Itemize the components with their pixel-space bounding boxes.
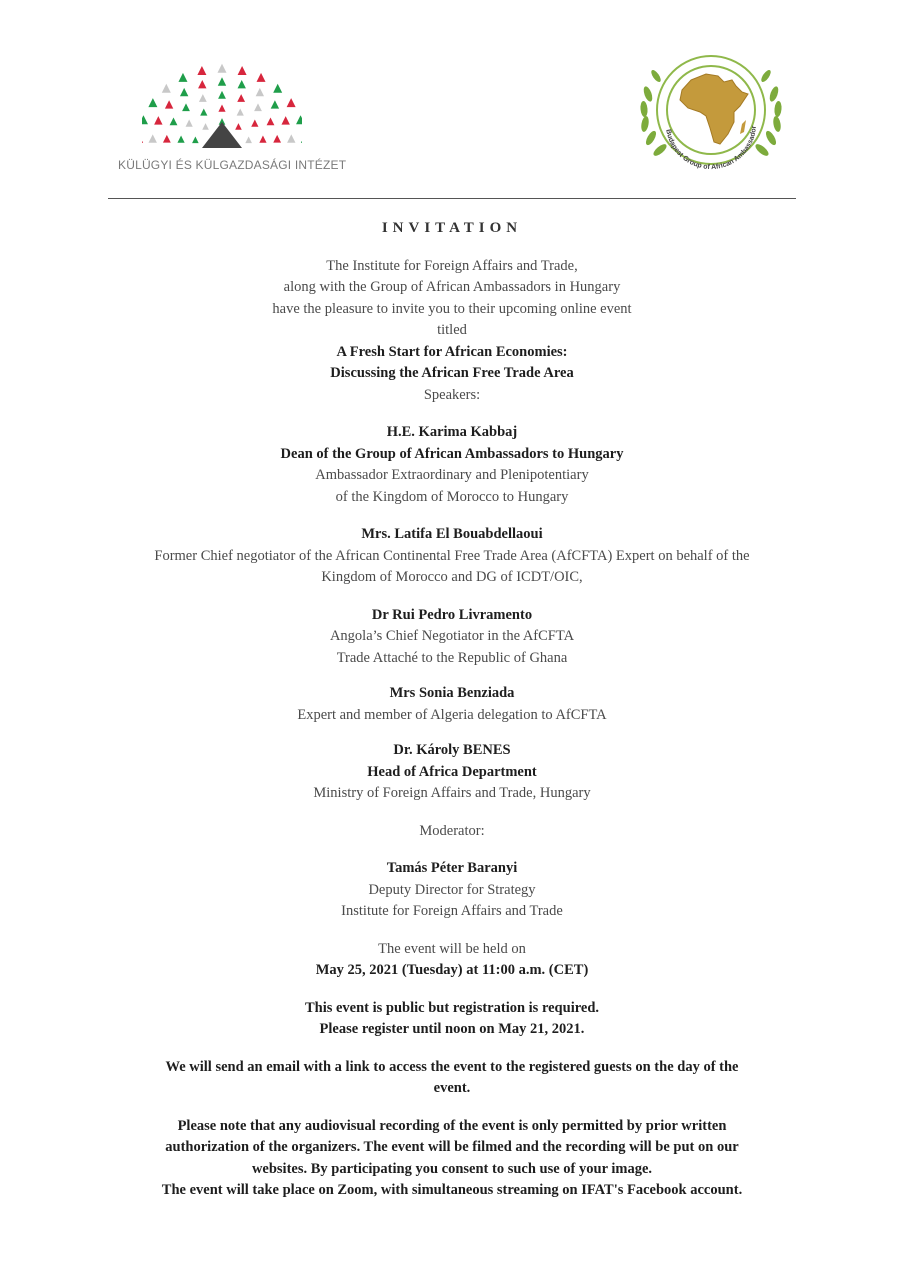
dome-triangle: [218, 64, 227, 73]
event-title-line: Discussing the African Free Trade Area: [330, 365, 574, 381]
dome-triangle: [287, 134, 295, 142]
dome-triangle: [257, 73, 266, 82]
dome-triangle: [251, 120, 258, 127]
dome-triangle: [238, 80, 246, 88]
moderator-detail: Institute for Foreign Affairs and Trade: [341, 903, 563, 919]
dome-peak-triangle: [202, 122, 242, 148]
speaker-detail: Angola’s Chief Negotiator in the AfCFTA: [329, 628, 575, 644]
dome-triangle: [148, 98, 157, 107]
dome-triangle: [200, 108, 207, 115]
african-ambassadors-logo: [636, 54, 786, 178]
speaker-name: H.E. Karima Kabbaj: [386, 424, 518, 440]
dome-triangle: [296, 115, 302, 124]
dome-triangle: [237, 94, 245, 102]
dome-triangle: [154, 116, 162, 124]
dome-triangle: [235, 123, 242, 130]
ifat-logo-caption: KÜLÜGYI ÉS KÜLGAZDASÁGI INTÉZET: [118, 158, 347, 172]
speaker-role: Dean of the Group of African Ambassadors to Hungary: [280, 445, 624, 462]
dome-triangle: [273, 135, 281, 143]
dome-triangle: [170, 118, 178, 126]
dome-triangle: [142, 134, 143, 143]
dome-triangle: [267, 118, 275, 126]
moderator-detail: Deputy Director for Strategy: [368, 881, 536, 898]
header-divider: [108, 198, 796, 199]
speaker-detail: Ministry of Foreign Affairs and Trade, Hungary: [313, 785, 591, 801]
dome-triangle: [301, 134, 302, 143]
dome-triangle: [271, 100, 279, 108]
dome-triangle: [165, 100, 173, 108]
dome-triangle: [192, 136, 199, 143]
intro-line: along with the Group of African Ambassadors in Hungary: [283, 279, 621, 295]
speaker-name: Mrs. Latifa El Bouabdellaoui: [361, 526, 543, 542]
dome-triangle: [281, 116, 289, 124]
moderator-label: Moderator:: [419, 822, 485, 839]
email-notice-line: event.: [433, 1080, 471, 1096]
recording-notice-line: authorization of the organizers. The event will be filmed and the recording will be put on our: [165, 1139, 739, 1155]
dome-triangle: [237, 108, 244, 115]
event-title-line: A Fresh Start for African Economies:: [336, 343, 568, 360]
speaker-detail: Ambassador Extraordinary and Plenipotentiary: [315, 467, 589, 483]
dome-triangle: [238, 66, 247, 75]
dome-triangle: [142, 115, 148, 124]
held-on-label: The event will be held on: [378, 940, 526, 957]
invitation-body: [100, 218, 804, 1202]
dome-triangle: [162, 84, 171, 93]
registration-line: This event is public but registration is required.: [304, 999, 600, 1016]
registration-line: Please register until noon on May 21, 2021.: [319, 1021, 585, 1037]
dome-triangle: [218, 91, 226, 99]
speaker-detail: Expert and member of Algeria delegation to AfCFTA: [297, 706, 607, 723]
dome-triangle: [202, 123, 209, 130]
speakers-label: Speakers:: [423, 386, 481, 403]
dome-triangle: [259, 136, 266, 143]
dome-triangle: [256, 88, 264, 96]
recording-notice-line: Please note that any audiovisual recording of the event is only permitted by prior written: [177, 1117, 727, 1134]
dome-triangle: [218, 77, 226, 85]
ifat-logo: [112, 56, 347, 180]
speaker-name: Dr Rui Pedro Livramento: [371, 606, 533, 623]
ifat-dome-emblem: [142, 56, 302, 156]
speaker-detail: Trade Attaché to the Republic of Ghana: [336, 649, 568, 666]
speaker-role: Head of Africa Department: [367, 763, 537, 780]
africa-map-emblem: [636, 54, 786, 178]
event-date-time: May 25, 2021 (Tuesday) at 11:00 a.m. (CET): [315, 962, 589, 978]
speaker-detail: Former Chief negotiator of the African Continental Free Trade Area (AfCFTA) Expert on behalf of the: [154, 547, 750, 564]
recording-notice-line: The event will take place on Zoom, with simultaneous streaming on IFAT's Facebook account.: [161, 1182, 743, 1198]
dome-triangle: [273, 84, 282, 93]
ring-text: Budapest Group of African Ambassador: [664, 125, 758, 172]
intro-line: have the pleasure to invite you to their upcoming online event: [272, 300, 632, 317]
speaker-detail: Kingdom of Morocco and DG of ICDT/OIC,: [321, 569, 583, 585]
dome-triangle: [197, 66, 206, 75]
recording-notice-line: websites. By participating you consent to such use of your image.: [251, 1160, 653, 1177]
dome-triangle: [218, 105, 225, 112]
speaker-name: Dr. Károly BENES: [393, 742, 511, 758]
dome-triangle: [177, 136, 184, 143]
dome-triangle: [254, 103, 262, 111]
dome-triangle: [149, 134, 157, 142]
invitation-title: INVITATION: [381, 220, 523, 236]
dome-triangle: [287, 98, 296, 107]
email-notice-line: We will send an email with a link to access the event to the registered guests on the day of the: [165, 1058, 739, 1075]
speaker-detail: of the Kingdom of Morocco to Hungary: [335, 488, 569, 505]
moderator-name: Tamás Péter Baranyi: [386, 860, 518, 876]
dome-triangle: [198, 80, 206, 88]
dome-triangle: [178, 73, 187, 82]
dome-triangle: [245, 136, 252, 143]
dome-triangle: [186, 120, 193, 127]
dome-triangle: [182, 103, 190, 111]
dome-triangle: [199, 94, 207, 102]
intro-line: titled: [437, 322, 467, 338]
dome-triangle: [163, 135, 171, 143]
dome-triangle: [180, 88, 188, 96]
intro-line: The Institute for Foreign Affairs and Trade,: [326, 257, 578, 274]
speaker-name: Mrs Sonia Benziada: [389, 685, 515, 701]
